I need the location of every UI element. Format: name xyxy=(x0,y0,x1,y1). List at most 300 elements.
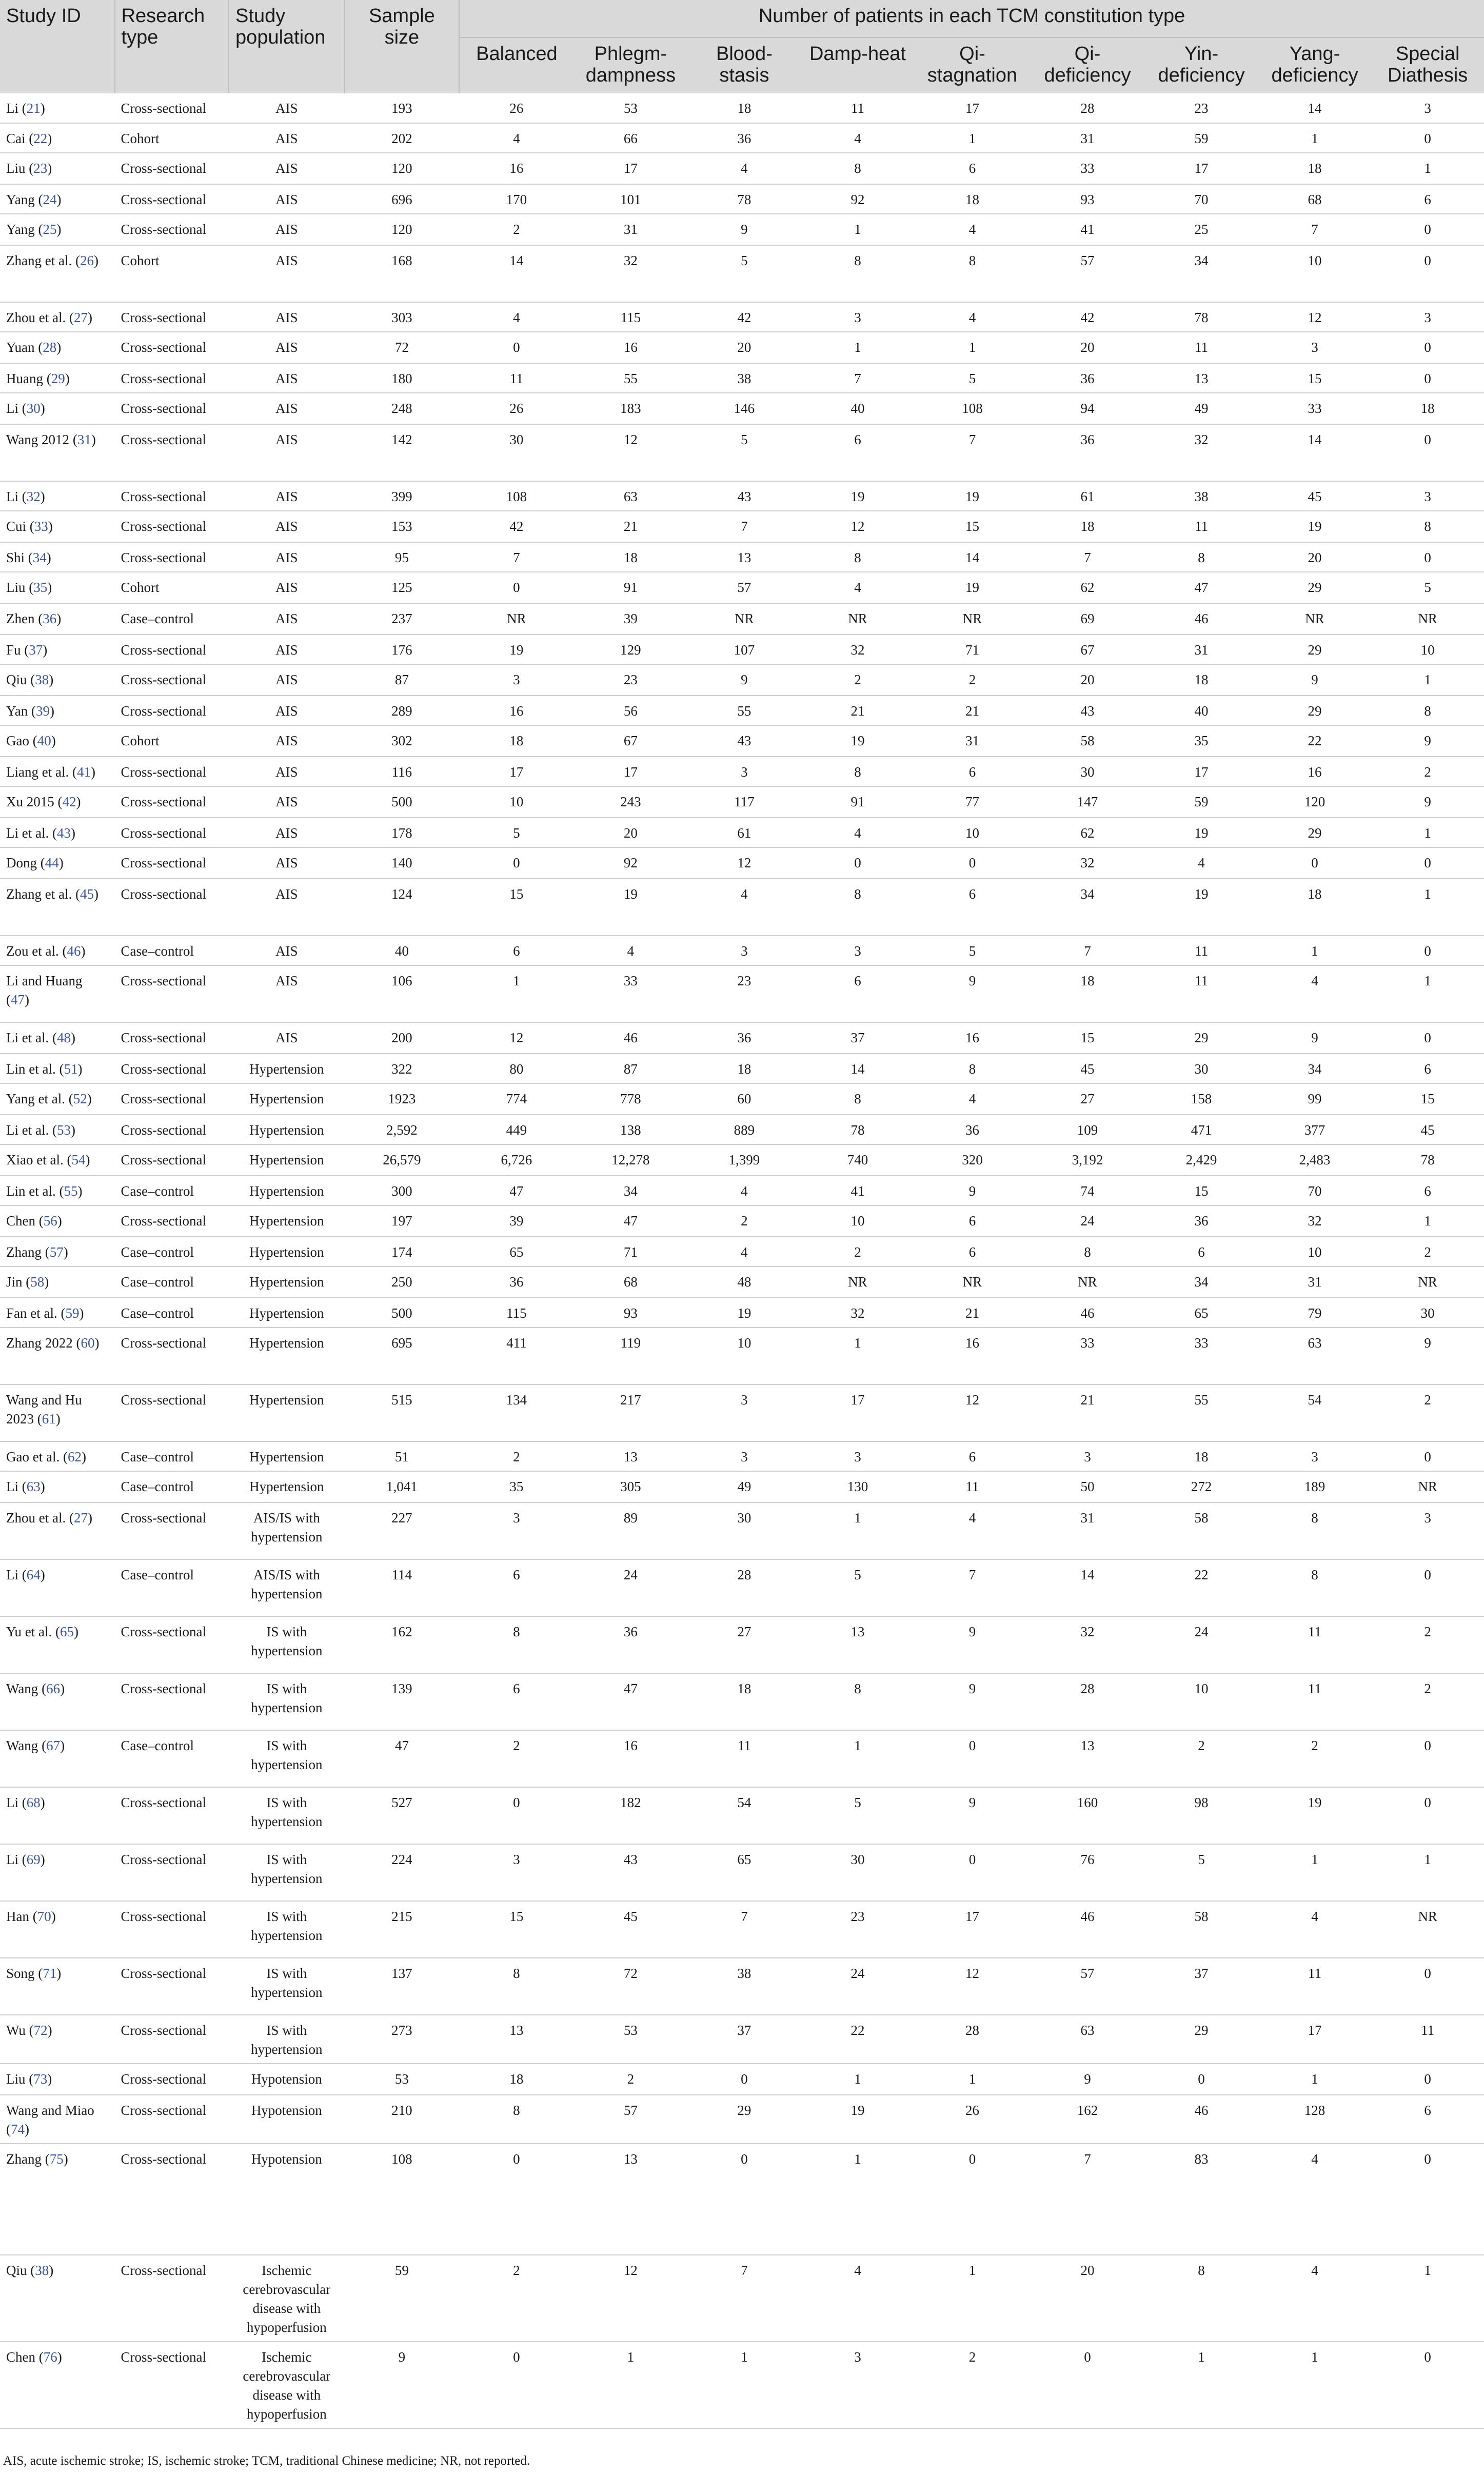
cell-research-type: Cohort xyxy=(115,572,229,603)
cell-research-type: Cross-sectional xyxy=(115,2342,229,2428)
cell-yang-deficiency: 20 xyxy=(1258,542,1372,572)
study-name: Shi xyxy=(6,550,25,565)
cell-balanced: 6 xyxy=(459,1559,574,1616)
reference-link[interactable]: 37 xyxy=(29,642,43,658)
cell-damp-heat: 8 xyxy=(801,245,915,302)
cell-yang-deficiency: 18 xyxy=(1258,153,1372,184)
cell-phlegm-dampness: 17 xyxy=(574,757,688,786)
reference-link[interactable]: 54 xyxy=(71,1152,86,1167)
cell-sample-size: 174 xyxy=(345,1237,460,1266)
cell-qi-stagnation: 9 xyxy=(914,1616,1031,1673)
cell-qi-deficiency: 28 xyxy=(1031,93,1145,123)
cell-research-type: Cross-sectional xyxy=(115,635,229,664)
cell-research-type: Cross-sectional xyxy=(115,2015,229,2064)
header-type-yin-deficiency: Yin-deficiency xyxy=(1144,37,1258,93)
cell-qi-stagnation: 15 xyxy=(914,511,1031,542)
cell-damp-heat: 2 xyxy=(801,664,915,696)
cell-phlegm-dampness: 129 xyxy=(574,635,688,664)
cell-research-type: Cross-sectional xyxy=(115,1205,229,1237)
study-name: Lin et al. xyxy=(6,1061,56,1077)
cell-sample-size: 210 xyxy=(345,2095,460,2144)
cell-yin-deficiency: 13 xyxy=(1144,363,1258,393)
cell-qi-deficiency: 7 xyxy=(1031,2144,1145,2255)
cell-blood-stasis: 146 xyxy=(687,393,801,424)
cell-study-id: Fan et al. (59) xyxy=(0,1298,115,1328)
cell-balanced: 14 xyxy=(459,245,574,302)
cell-yin-deficiency: 17 xyxy=(1144,757,1258,786)
cell-sample-size: 40 xyxy=(345,936,460,965)
reference-link[interactable]: 46 xyxy=(67,943,81,959)
cell-balanced: 0 xyxy=(459,847,574,879)
cell-blood-stasis: 3 xyxy=(687,1384,801,1441)
cell-study-id: Chen (76) xyxy=(0,2342,115,2428)
cell-study-population: AIS xyxy=(229,965,345,1022)
cell-yin-deficiency: 31 xyxy=(1144,635,1258,664)
table-row xyxy=(0,725,1484,757)
cell-research-type: Cross-sectional xyxy=(115,786,229,818)
reference-link[interactable]: 62 xyxy=(67,1449,82,1464)
study-name: Song xyxy=(6,1966,35,1981)
reference-link[interactable]: 21 xyxy=(26,101,41,116)
cell-yang-deficiency: 120 xyxy=(1258,786,1372,818)
cell-qi-deficiency: 8 xyxy=(1031,1237,1145,1266)
reference-link[interactable]: 72 xyxy=(33,2023,48,2038)
cell-qi-deficiency: 14 xyxy=(1031,1559,1145,1616)
cell-balanced: 13 xyxy=(459,2015,574,2064)
cell-yang-deficiency: 1 xyxy=(1258,2342,1372,2428)
cell-study-population: AIS xyxy=(229,123,345,153)
cell-yin-deficiency: 18 xyxy=(1144,1441,1258,1471)
cell-damp-heat: 22 xyxy=(801,2015,915,2064)
cell-damp-heat: 3 xyxy=(801,1441,915,1471)
cell-qi-stagnation: 11 xyxy=(914,1471,1031,1502)
reference-link[interactable]: 65 xyxy=(60,1624,74,1639)
cell-special-diathesis: NR xyxy=(1371,1266,1484,1298)
table-row xyxy=(0,332,1484,363)
cell-balanced: NR xyxy=(459,603,574,635)
cell-sample-size: 250 xyxy=(345,1266,460,1298)
cell-balanced: 47 xyxy=(459,1176,574,1205)
cell-research-type: Cross-sectional xyxy=(115,214,229,245)
cell-yang-deficiency: 8 xyxy=(1258,1559,1372,1616)
cell-special-diathesis: 0 xyxy=(1371,936,1484,965)
cell-study-population: IS with hypertension xyxy=(229,1958,345,2015)
cell-balanced: 39 xyxy=(459,1205,574,1237)
cell-special-diathesis: 0 xyxy=(1371,1958,1484,2015)
cell-yin-deficiency: 40 xyxy=(1144,696,1258,725)
cell-study-population: AIS xyxy=(229,786,345,818)
reference-link[interactable]: 59 xyxy=(65,1305,80,1321)
reference-link[interactable]: 51 xyxy=(64,1061,78,1077)
table-row xyxy=(0,1144,1484,1176)
study-name: Li et al. xyxy=(6,1122,49,1138)
cell-balanced: 3 xyxy=(459,664,574,696)
cell-damp-heat: 8 xyxy=(801,1083,915,1115)
cell-study-population: AIS xyxy=(229,542,345,572)
cell-study-population: AIS xyxy=(229,879,345,936)
study-name: Zhang 2022 xyxy=(6,1335,73,1351)
cell-qi-stagnation: 31 xyxy=(914,725,1031,757)
cell-blood-stasis: 7 xyxy=(687,2255,801,2342)
cell-blood-stasis: 23 xyxy=(687,965,801,1022)
cell-phlegm-dampness: 56 xyxy=(574,696,688,725)
cell-qi-deficiency: 46 xyxy=(1031,1901,1145,1958)
cell-sample-size: 300 xyxy=(345,1176,460,1205)
reference-link[interactable]: 30 xyxy=(26,401,41,416)
reference-link[interactable]: 57 xyxy=(49,1244,64,1260)
reference-link[interactable]: 56 xyxy=(43,1213,57,1229)
reference-link[interactable]: 28 xyxy=(43,340,57,355)
cell-balanced: 36 xyxy=(459,1266,574,1298)
cell-qi-deficiency: 50 xyxy=(1031,1471,1145,1502)
cell-yang-deficiency: 45 xyxy=(1258,481,1372,511)
reference-link[interactable]: 48 xyxy=(56,1030,71,1045)
header-type-yang-deficiency: Yang-deficiency xyxy=(1258,37,1372,93)
header-type-balanced: Balanced xyxy=(459,37,574,93)
reference-link[interactable]: 24 xyxy=(43,192,57,207)
cell-qi-deficiency: 76 xyxy=(1031,1844,1145,1901)
cell-yang-deficiency: 9 xyxy=(1258,1022,1372,1054)
cell-yang-deficiency: 4 xyxy=(1258,965,1372,1022)
study-name: Li xyxy=(6,1567,18,1582)
reference-link[interactable]: 22 xyxy=(33,131,48,146)
table-row xyxy=(0,603,1484,635)
reference-link[interactable]: 58 xyxy=(30,1274,45,1290)
table-row xyxy=(0,214,1484,245)
table-row xyxy=(0,93,1484,123)
cell-special-diathesis: 2 xyxy=(1371,1616,1484,1673)
cell-special-diathesis: 0 xyxy=(1371,1022,1484,1054)
cell-study-population: Hypertension xyxy=(229,1205,345,1237)
reference-link[interactable]: 73 xyxy=(33,2071,48,2087)
cell-phlegm-dampness: 778 xyxy=(574,1083,688,1115)
cell-study-id: Li et al. (53) xyxy=(0,1115,115,1144)
reference-link[interactable]: 55 xyxy=(64,1183,78,1199)
cell-qi-stagnation: 4 xyxy=(914,1502,1031,1559)
cell-qi-deficiency: 62 xyxy=(1031,818,1145,847)
cell-damp-heat: 12 xyxy=(801,511,915,542)
cell-sample-size: 176 xyxy=(345,635,460,664)
cell-sample-size: 178 xyxy=(345,818,460,847)
study-name: Dong xyxy=(6,855,37,870)
cell-sample-size: 273 xyxy=(345,2015,460,2064)
cell-yin-deficiency: 33 xyxy=(1144,1328,1258,1384)
cell-research-type: Cross-sectional xyxy=(115,1901,229,1958)
cell-yin-deficiency: 47 xyxy=(1144,572,1258,603)
cell-qi-deficiency: 109 xyxy=(1031,1115,1145,1144)
reference-link[interactable]: 27 xyxy=(73,1510,88,1526)
cell-sample-size: 202 xyxy=(345,123,460,153)
cell-qi-stagnation: 8 xyxy=(914,1054,1031,1083)
reference-link[interactable]: 68 xyxy=(26,1795,41,1810)
cell-damp-heat: 4 xyxy=(801,123,915,153)
reference-link[interactable]: 34 xyxy=(32,550,47,565)
cell-sample-size: 2,592 xyxy=(345,1115,460,1144)
cell-balanced: 6 xyxy=(459,1673,574,1730)
cell-study-id: Jin (58) xyxy=(0,1266,115,1298)
reference-link[interactable]: 44 xyxy=(45,855,59,870)
study-name: Yang xyxy=(6,222,35,237)
cell-research-type: Cross-sectional xyxy=(115,1502,229,1559)
cell-research-type: Case–control xyxy=(115,1176,229,1205)
reference-link[interactable]: 61 xyxy=(42,1411,56,1427)
cell-yin-deficiency: 30 xyxy=(1144,1054,1258,1083)
cell-yang-deficiency: 11 xyxy=(1258,1958,1372,2015)
cell-damp-heat: 21 xyxy=(801,696,915,725)
cell-yang-deficiency: 2,483 xyxy=(1258,1144,1372,1176)
cell-research-type: Cross-sectional xyxy=(115,1115,229,1144)
reference-link[interactable]: 41 xyxy=(76,764,91,780)
cell-phlegm-dampness: 305 xyxy=(574,1471,688,1502)
cell-phlegm-dampness: 72 xyxy=(574,1958,688,2015)
reference-link[interactable]: 43 xyxy=(56,825,71,841)
cell-qi-stagnation: 1 xyxy=(914,2255,1031,2342)
cell-special-diathesis: 18 xyxy=(1371,393,1484,424)
table-row xyxy=(0,511,1484,542)
cell-yang-deficiency: 8 xyxy=(1258,1502,1372,1559)
cell-blood-stasis: 5 xyxy=(687,424,801,481)
cell-research-type: Cross-sectional xyxy=(115,542,229,572)
cell-study-id: Wang 2012 (31) xyxy=(0,424,115,481)
reference-link[interactable]: 35 xyxy=(33,580,48,595)
study-name: Fan et al. xyxy=(6,1305,57,1321)
cell-study-population: AIS xyxy=(229,511,345,542)
cell-special-diathesis: 0 xyxy=(1371,363,1484,393)
cell-study-population: AIS xyxy=(229,393,345,424)
cell-qi-deficiency: 36 xyxy=(1031,424,1145,481)
cell-qi-stagnation: 28 xyxy=(914,2015,1031,2064)
table-row xyxy=(0,1502,1484,1559)
cell-yang-deficiency: 34 xyxy=(1258,1054,1372,1083)
cell-blood-stasis: 12 xyxy=(687,847,801,879)
cell-study-id: Dong (44) xyxy=(0,847,115,879)
reference-link[interactable]: 33 xyxy=(34,519,48,534)
cell-special-diathesis: 9 xyxy=(1371,1328,1484,1384)
cell-study-id: Chen (56) xyxy=(0,1205,115,1237)
cell-yang-deficiency: 1 xyxy=(1258,1844,1372,1901)
cell-phlegm-dampness: 91 xyxy=(574,572,688,603)
cell-balanced: 2 xyxy=(459,2255,574,2342)
cell-qi-stagnation: 6 xyxy=(914,757,1031,786)
cell-study-population: Hypertension xyxy=(229,1115,345,1144)
cell-qi-deficiency: 24 xyxy=(1031,1205,1145,1237)
cell-special-diathesis: NR xyxy=(1371,1471,1484,1502)
cell-phlegm-dampness: 243 xyxy=(574,786,688,818)
study-name: Qiu xyxy=(6,2263,27,2278)
header-study-population: Study population xyxy=(229,0,345,93)
cell-damp-heat: 8 xyxy=(801,153,915,184)
table-row xyxy=(0,393,1484,424)
reference-link[interactable]: 38 xyxy=(35,672,49,687)
cell-damp-heat: 130 xyxy=(801,1471,915,1502)
cell-phlegm-dampness: 32 xyxy=(574,245,688,302)
header-type-qi-deficiency: Qi-deficiency xyxy=(1031,37,1145,93)
cell-research-type: Case–control xyxy=(115,1266,229,1298)
cell-blood-stasis: 38 xyxy=(687,363,801,393)
cell-phlegm-dampness: 43 xyxy=(574,1844,688,1901)
reference-link[interactable]: 26 xyxy=(80,253,94,268)
table-row xyxy=(0,965,1484,1022)
cell-qi-deficiency: 20 xyxy=(1031,2255,1145,2342)
cell-research-type: Cross-sectional xyxy=(115,2095,229,2144)
reference-link[interactable]: 40 xyxy=(37,733,51,748)
cell-study-id: Zou et al. (46) xyxy=(0,936,115,965)
cell-yang-deficiency: 68 xyxy=(1258,184,1372,214)
cell-study-id: Cai (22) xyxy=(0,123,115,153)
table-row xyxy=(0,1115,1484,1144)
cell-study-id: Zhang et al. (45) xyxy=(0,879,115,936)
cell-blood-stasis: 1 xyxy=(687,2342,801,2428)
reference-link[interactable]: 71 xyxy=(43,1966,57,1981)
table-row xyxy=(0,1958,1484,2015)
cell-balanced: 411 xyxy=(459,1328,574,1384)
table-row xyxy=(0,1022,1484,1054)
cell-blood-stasis: 4 xyxy=(687,1176,801,1205)
reference-link[interactable]: 67 xyxy=(46,1738,61,1753)
reference-link[interactable]: 76 xyxy=(43,2349,57,2365)
cell-yin-deficiency: 34 xyxy=(1144,245,1258,302)
cell-study-id: Wang (67) xyxy=(0,1730,115,1787)
cell-special-diathesis: 0 xyxy=(1371,1730,1484,1787)
cell-sample-size: 248 xyxy=(345,393,460,424)
cell-sample-size: 197 xyxy=(345,1205,460,1237)
cell-yin-deficiency: 49 xyxy=(1144,393,1258,424)
reference-link[interactable]: 32 xyxy=(26,489,41,504)
cell-qi-stagnation: 16 xyxy=(914,1022,1031,1054)
reference-link[interactable]: 64 xyxy=(26,1567,41,1582)
reference-link[interactable]: 66 xyxy=(46,1681,61,1696)
cell-sample-size: 303 xyxy=(345,302,460,332)
reference-link[interactable]: 38 xyxy=(35,2263,49,2278)
cell-study-id: Wang and Hu 2023 (61) xyxy=(0,1384,115,1441)
table-row xyxy=(0,664,1484,696)
cell-qi-stagnation: 19 xyxy=(914,572,1031,603)
cell-damp-heat: 1 xyxy=(801,2144,915,2255)
cell-yin-deficiency: 55 xyxy=(1144,1384,1258,1441)
reference-link[interactable]: 53 xyxy=(56,1122,71,1138)
cell-blood-stasis: 48 xyxy=(687,1266,801,1298)
cell-blood-stasis: NR xyxy=(687,603,801,635)
cell-yin-deficiency: 18 xyxy=(1144,664,1258,696)
cell-sample-size: 140 xyxy=(345,847,460,879)
table-row xyxy=(0,424,1484,481)
cell-sample-size: 137 xyxy=(345,1958,460,2015)
cell-balanced: 0 xyxy=(459,572,574,603)
table-row xyxy=(0,1298,1484,1328)
cell-study-population: Ischemic cerebrovascular disease with hypoperfusion xyxy=(229,2342,345,2428)
cell-phlegm-dampness: 53 xyxy=(574,93,688,123)
cell-qi-deficiency: 42 xyxy=(1031,302,1145,332)
reference-link[interactable]: 75 xyxy=(49,2151,64,2167)
reference-link[interactable]: 29 xyxy=(51,371,65,386)
reference-link[interactable]: 25 xyxy=(43,222,57,237)
cell-study-population: Hypertension xyxy=(229,1083,345,1115)
cell-balanced: 18 xyxy=(459,2064,574,2095)
reference-link[interactable]: 36 xyxy=(43,611,57,626)
reference-link[interactable]: 63 xyxy=(26,1479,41,1494)
cell-balanced: 774 xyxy=(459,1083,574,1115)
cell-phlegm-dampness: 119 xyxy=(574,1328,688,1384)
cell-study-id: Wang (66) xyxy=(0,1673,115,1730)
cell-yang-deficiency: 3 xyxy=(1258,332,1372,363)
cell-blood-stasis: 36 xyxy=(687,1022,801,1054)
study-name: Li xyxy=(6,401,18,416)
reference-link[interactable]: 31 xyxy=(77,432,91,447)
cell-yang-deficiency: 11 xyxy=(1258,1673,1372,1730)
cell-damp-heat: 1 xyxy=(801,332,915,363)
table-row xyxy=(0,1328,1484,1384)
cell-phlegm-dampness: 12,278 xyxy=(574,1144,688,1176)
cell-research-type: Cross-sectional xyxy=(115,2144,229,2255)
cell-balanced: 0 xyxy=(459,332,574,363)
cell-qi-deficiency: 20 xyxy=(1031,332,1145,363)
reference-link[interactable]: 69 xyxy=(26,1852,41,1867)
cell-yin-deficiency: 34 xyxy=(1144,1266,1258,1298)
cell-research-type: Cross-sectional xyxy=(115,1022,229,1054)
cell-yang-deficiency: 18 xyxy=(1258,879,1372,936)
cell-study-population: IS with hypertension xyxy=(229,2015,345,2064)
cell-blood-stasis: 889 xyxy=(687,1115,801,1144)
cell-qi-deficiency: 147 xyxy=(1031,786,1145,818)
cell-damp-heat: 0 xyxy=(801,847,915,879)
cell-research-type: Cross-sectional xyxy=(115,696,229,725)
cell-study-id: Zhou et al. (27) xyxy=(0,1502,115,1559)
reference-link[interactable]: 47 xyxy=(11,992,25,1007)
reference-link[interactable]: 60 xyxy=(81,1335,95,1351)
cell-damp-heat: 13 xyxy=(801,1616,915,1673)
cell-damp-heat: 8 xyxy=(801,879,915,936)
cell-qi-stagnation: 19 xyxy=(914,481,1031,511)
table-row xyxy=(0,936,1484,965)
table-row xyxy=(0,1616,1484,1673)
cell-phlegm-dampness: 16 xyxy=(574,332,688,363)
reference-link[interactable]: 52 xyxy=(73,1091,87,1106)
reference-link[interactable]: 39 xyxy=(36,703,50,719)
cell-research-type: Cross-sectional xyxy=(115,363,229,393)
cell-study-population: AIS xyxy=(229,664,345,696)
cell-qi-stagnation: 71 xyxy=(914,635,1031,664)
reference-link[interactable]: 45 xyxy=(80,886,94,902)
cell-study-population: Hypertension xyxy=(229,1298,345,1328)
cell-damp-heat: 2 xyxy=(801,1237,915,1266)
reference-link[interactable]: 27 xyxy=(73,310,88,325)
cell-qi-stagnation: 5 xyxy=(914,363,1031,393)
cell-damp-heat: 11 xyxy=(801,93,915,123)
cell-yin-deficiency: 0 xyxy=(1144,2064,1258,2095)
cell-yin-deficiency: 2 xyxy=(1144,1730,1258,1787)
cell-sample-size: 527 xyxy=(345,1787,460,1844)
cell-blood-stasis: 19 xyxy=(687,1298,801,1328)
reference-link[interactable]: 74 xyxy=(11,2122,25,2137)
cell-yang-deficiency: 128 xyxy=(1258,2095,1372,2144)
cell-study-population: AIS xyxy=(229,635,345,664)
cell-qi-stagnation: 10 xyxy=(914,818,1031,847)
cell-study-population: Hypertension xyxy=(229,1266,345,1298)
cell-yang-deficiency: 29 xyxy=(1258,635,1372,664)
cell-qi-deficiency: 36 xyxy=(1031,363,1145,393)
reference-link[interactable]: 42 xyxy=(62,794,76,809)
cell-phlegm-dampness: 138 xyxy=(574,1115,688,1144)
cell-study-id: Han (70) xyxy=(0,1901,115,1958)
cell-study-population: AIS xyxy=(229,332,345,363)
reference-link[interactable]: 23 xyxy=(33,161,48,176)
cell-special-diathesis: 1 xyxy=(1371,2255,1484,2342)
table-row xyxy=(0,1083,1484,1115)
cell-qi-deficiency: 93 xyxy=(1031,184,1145,214)
reference-link[interactable]: 70 xyxy=(37,1909,51,1924)
table-row xyxy=(0,184,1484,214)
cell-blood-stasis: 37 xyxy=(687,2015,801,2064)
